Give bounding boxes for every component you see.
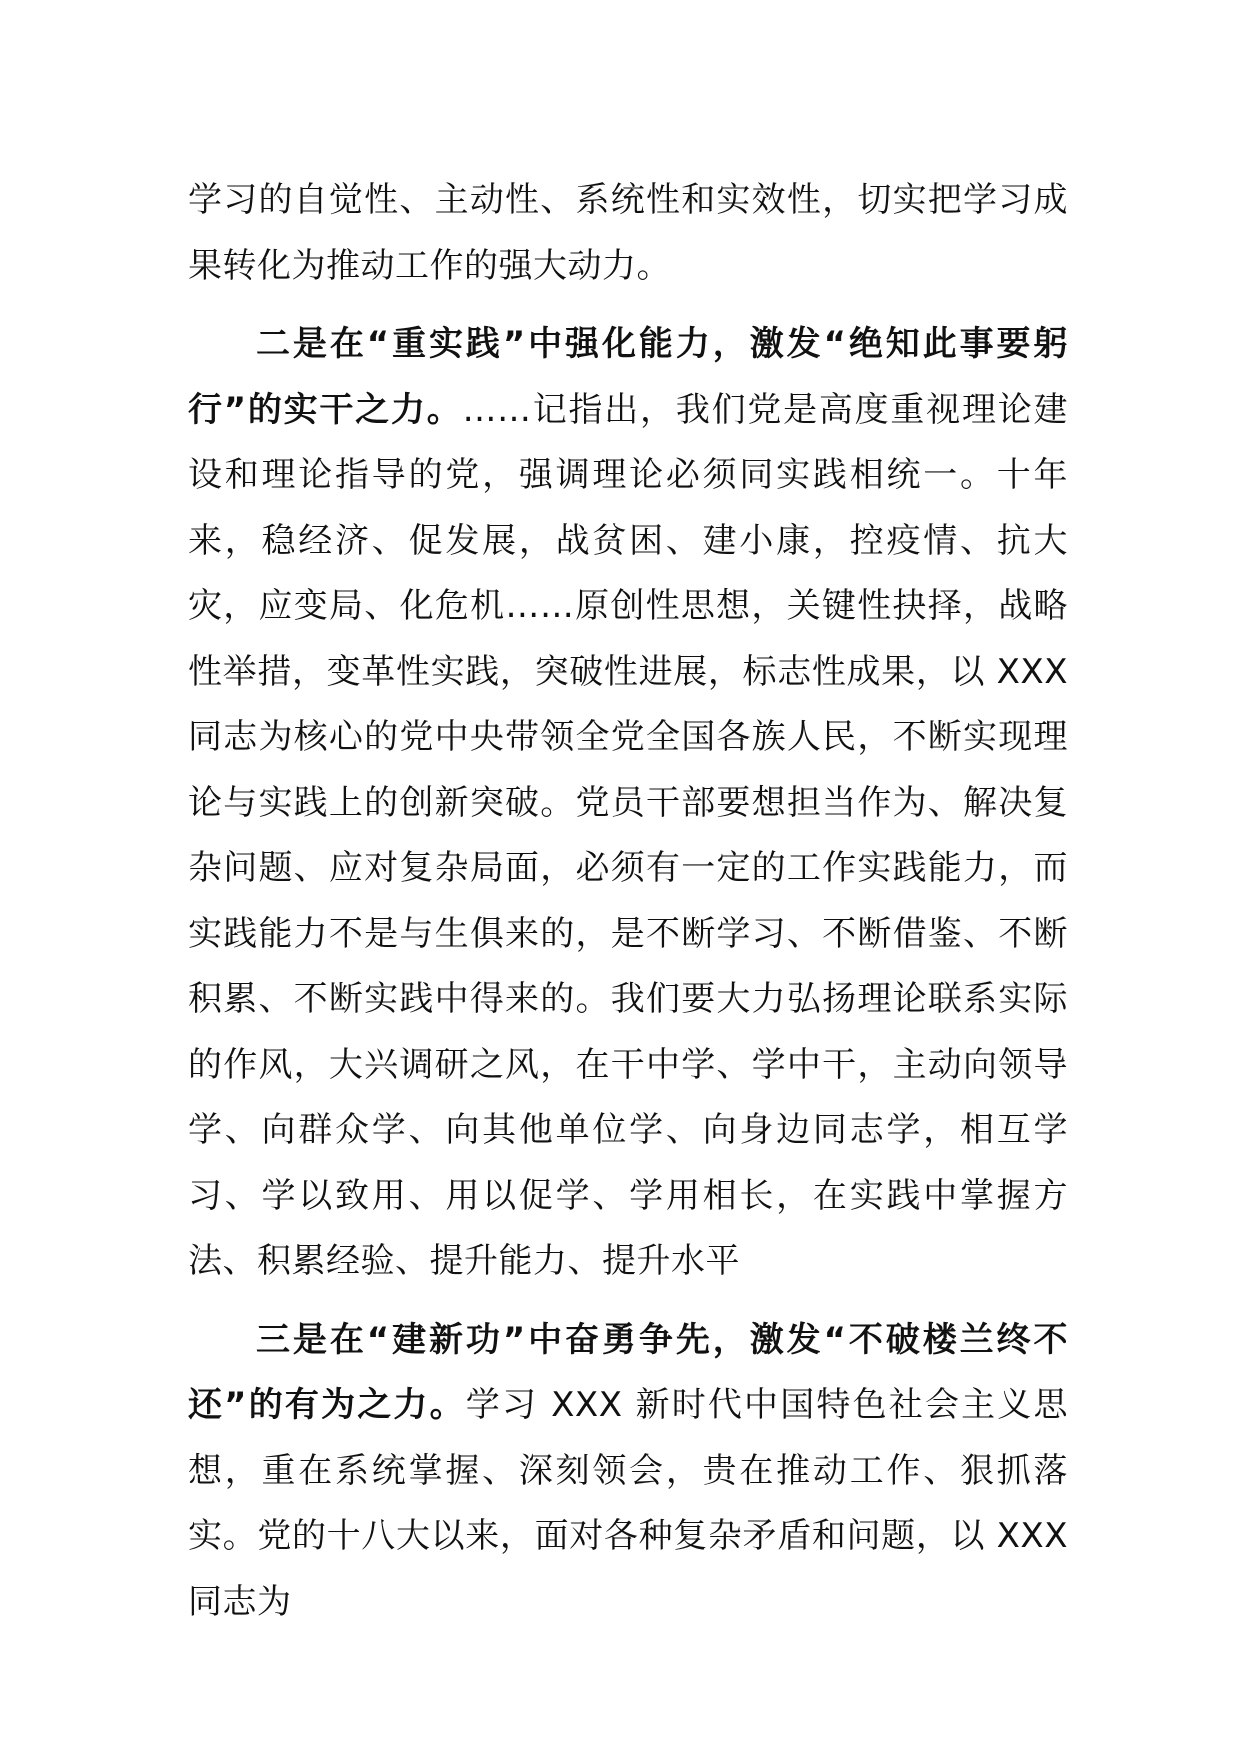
paragraph-1-text: 学习的自觉性、主动性、系统性和实效性，切实把学习成果转化为推动工作的强大动力。 xyxy=(188,180,1068,286)
paragraph-3 xyxy=(188,1308,1068,1636)
document-page xyxy=(188,168,1068,1635)
paragraph-3-text: 学习 XXX 新时代中国特色社会主义思想，重在系统掌握、深刻领会，贵在推动工作、狠抓落实。党的十八大以来，面对各种复杂矛盾和问题，以 XXX 同志为 xyxy=(188,1385,1068,1622)
paragraph-2-text: ……记指出，我们党是高度重视理论建设和理论指导的党，强调理论必须同实践相统一。十年来，稳经济、促发展，战贫困、建小康，控疫情、抗大灾，应变局、化危机……原创性思想，关键性抉择，战略性举措，变革性实践，突破性进展，标志性成果，以 XXX 同志为核心的党中央带领全党全国各族人民，不断实现理论与实践上的创新突破。党员干部要想担当作为、解决复杂问题、应对复杂局面，必须有一定的工作实践能力，而实践能力不是与生俱来的，是不断学习、不断借鉴、不断积累、不断实践中得来的。我们要大力弘扬理论联系实际的作风，大兴调研之风，在干中学、学中干，主动向领导学、向群众学、向其他单位学、向身边同志学，相互学习、学以致用、用以促学、学用相长，在实践中掌握方法、积累经验、提升能力、提升水平 xyxy=(188,389,1068,1281)
paragraph-2-lead: 二是在“重实践”中强化能力，激发“绝知此事要躬行”的实干之力。 xyxy=(188,324,1068,430)
paragraph-3-lead: 三是在“建新功”中奋勇争先，激发“不破楼兰终不还”的有为之力。 xyxy=(188,1319,1068,1425)
paragraph-1 xyxy=(188,168,1068,299)
paragraph-2 xyxy=(188,312,1068,1295)
